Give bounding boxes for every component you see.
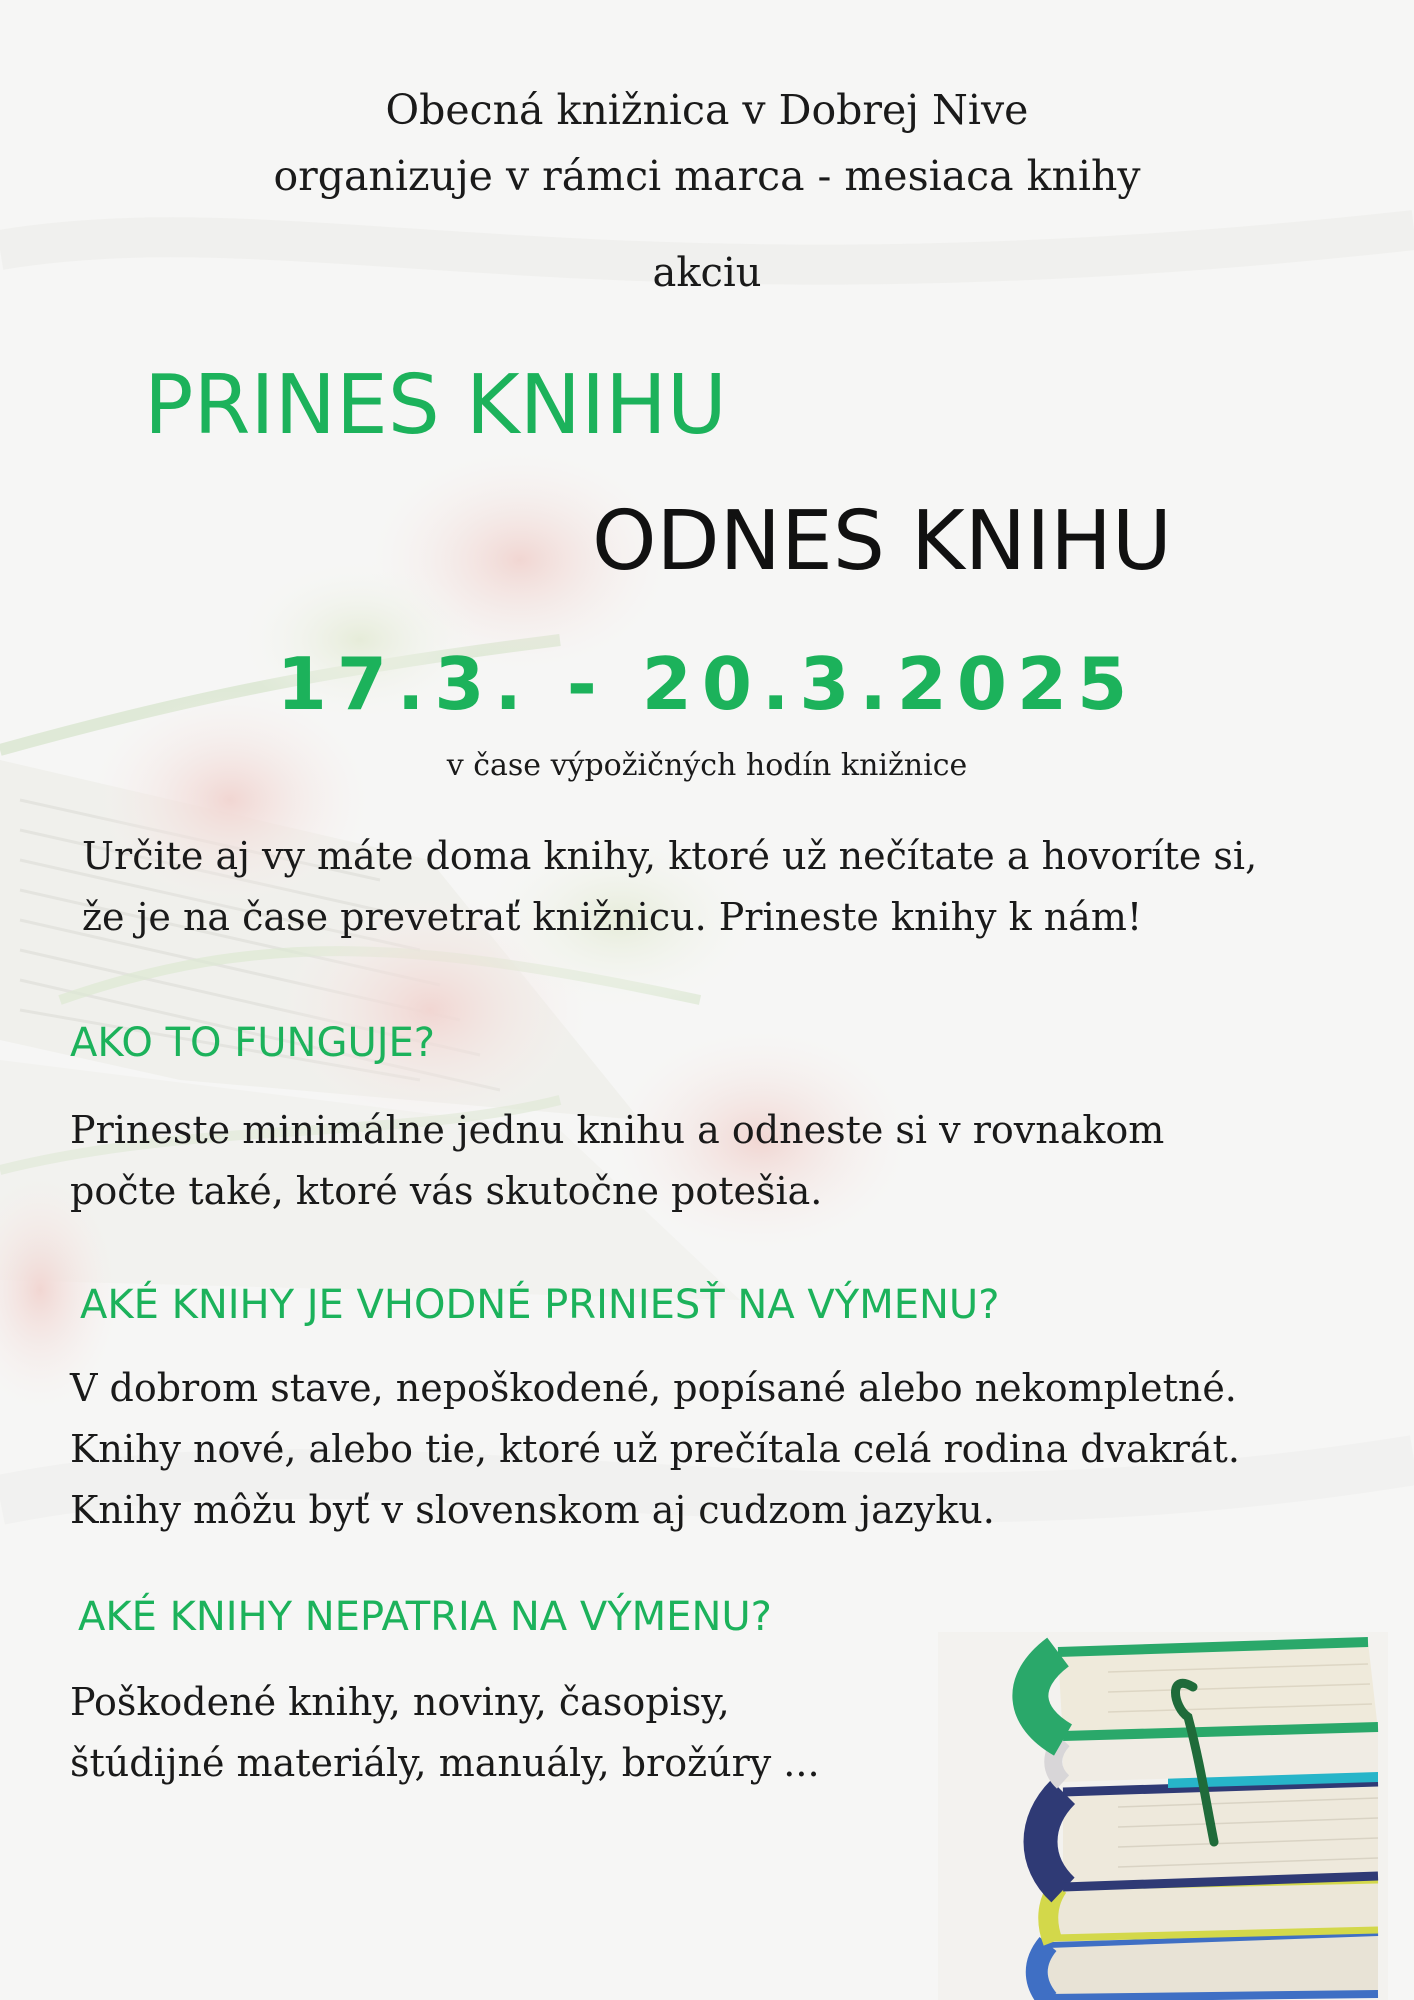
title-prines-knihu: PRINES KNIHU bbox=[144, 358, 727, 453]
section-heading-vhodne-knihy: AKÉ KNIHY JE VHODNÉ PRINIESŤ NA VÝMENU? bbox=[80, 1282, 1000, 1328]
intro-line-1: Určite aj vy máte doma knihy, ktoré už nečítate a hovoríte si, bbox=[82, 834, 1258, 878]
event-dates: 17.3. - 20.3.2025 bbox=[276, 642, 1138, 726]
book-stack-image bbox=[938, 1632, 1388, 2000]
title-odnes-knihu: ODNES KNIHU bbox=[592, 494, 1172, 589]
section-3-line-1: Poškodené knihy, noviny, časopisy, bbox=[70, 1680, 730, 1724]
section-2-line-3: Knihy môžu byť v slovenskom aj cudzom jazyku. bbox=[70, 1488, 995, 1532]
header-akciu: akciu bbox=[652, 250, 762, 296]
event-hours-note: v čase výpožičných hodín knižnice bbox=[446, 748, 968, 783]
section-1-line-2: počte také, ktoré vás skutočne potešia. bbox=[70, 1169, 823, 1213]
section-heading-ako-to-funguje: AKO TO FUNGUJE? bbox=[70, 1020, 436, 1066]
section-2-line-2: Knihy nové, alebo tie, ktoré už prečítala celá rodina dvakrát. bbox=[70, 1427, 1240, 1471]
section-heading-nepatria: AKÉ KNIHY NEPATRIA NA VÝMENU? bbox=[78, 1594, 772, 1640]
intro-line-2: že je na čase prevetrať knižnicu. Prineste knihy k nám! bbox=[82, 895, 1143, 939]
header-library-name: Obecná knižnica v Dobrej Nive bbox=[385, 86, 1029, 134]
section-3-line-2: štúdijné materiály, manuály, brožúry ... bbox=[70, 1741, 820, 1785]
section-1-line-1: Prineste minimálne jednu knihu a odneste si v rovnakom bbox=[70, 1108, 1165, 1152]
header-organizer-line: organizuje v rámci marca - mesiaca knihy bbox=[273, 152, 1141, 200]
section-2-line-1: V dobrom stave, nepoškodené, popísané alebo nekompletné. bbox=[70, 1366, 1237, 1410]
